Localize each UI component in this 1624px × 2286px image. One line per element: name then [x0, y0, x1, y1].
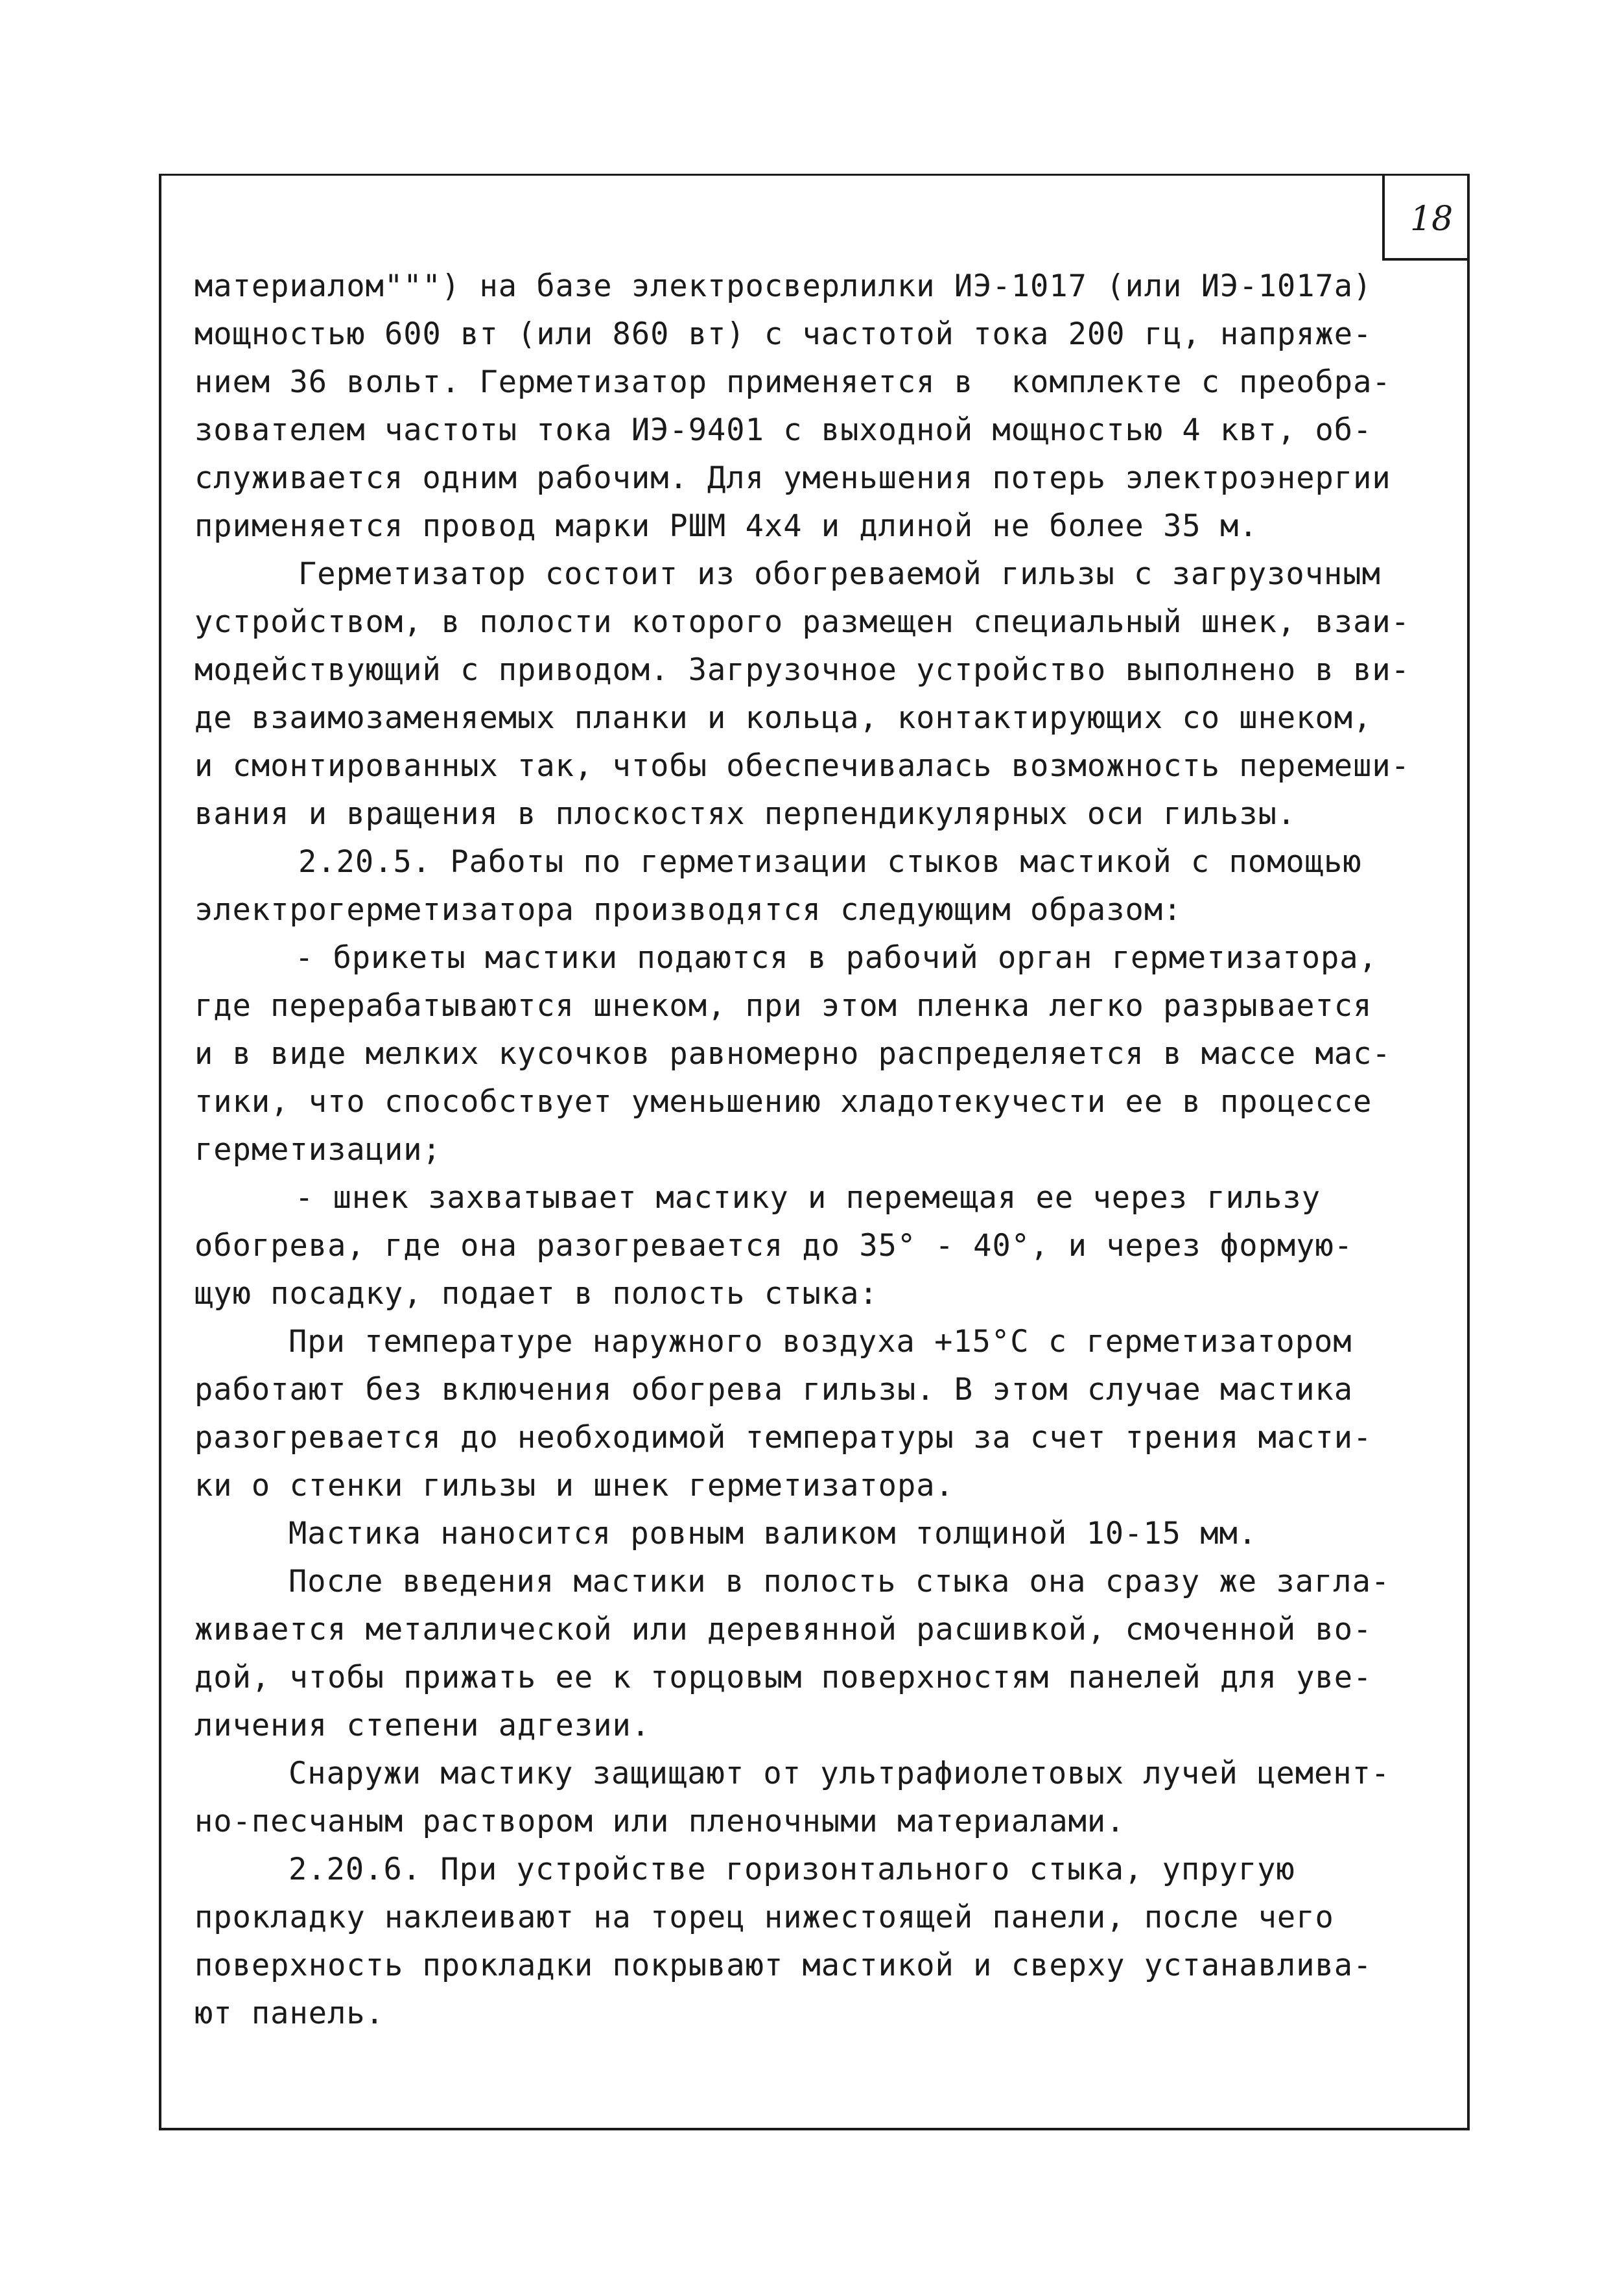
- text-line: Снаружи мастику защищают от ультрафиолетовых лучей цемент-: [288, 1756, 1391, 1791]
- text-line: разогревается до необходимой температуры за счет трения масти-: [194, 1420, 1372, 1455]
- text-line: прокладку наклеивают на торец нижестоящей панели, после чего: [194, 1900, 1334, 1935]
- text-line: щую посадку, подает в полость стыка:: [194, 1276, 878, 1312]
- text-line: работают без включения обогрева гильзы. В этом случае мастика: [194, 1372, 1354, 1408]
- text-line: тики, что способствует уменьшению хладотекучести ее в процессе: [194, 1084, 1372, 1120]
- text-line: личения степени адгезии.: [194, 1708, 651, 1743]
- section-heading-line: 2.20.5. Работы по герметизации стыков мастикой с помощью: [298, 844, 1362, 880]
- text-line: де взаимозаменяемых планки и кольца, контактирующих со шнеком,: [194, 700, 1372, 736]
- text-line: модействующий с приводом. Загрузочное устройство выполнено в ви-: [194, 652, 1410, 688]
- text-line: При температуре наружного воздуха +15°С с герметизатором: [288, 1324, 1352, 1360]
- text-line: нием 36 вольт. Герметизатор применяется в комплекте с преобра-: [194, 364, 1391, 400]
- text-line: мощностью 600 вт (или 860 вт) с частотой тока 200 гц, напряже-: [194, 316, 1372, 352]
- section-heading-line: 2.20.6. При устройстве горизонтального стыка, упругую: [288, 1852, 1295, 1887]
- text-line: но-песчаным раствором или пленочными материалами.: [194, 1804, 1125, 1839]
- text-line: электрогерметизатора производятся следующим образом:: [194, 892, 1183, 928]
- text-line: зователем частоты тока ИЭ-9401 с выходной мощностью 4 квт, об-: [194, 412, 1372, 448]
- text-line: материалом""") на базе электросверлилки ИЭ-1017 (или ИЭ-1017а): [194, 268, 1372, 304]
- text-line: вания и вращения в плоскостях перпендикулярных оси гильзы.: [194, 796, 1297, 832]
- text-line: дой, чтобы прижать ее к торцовым поверхностям панелей для уве-: [194, 1660, 1372, 1695]
- text-line: После введения мастики в полость стыка она сразу же загла-: [288, 1564, 1391, 1599]
- text-line: поверхность прокладки покрывают мастикой и сверху устанавлива-: [194, 1948, 1372, 1983]
- text-line: Мастика наносится ровным валиком толщиной 10-15 мм.: [288, 1516, 1258, 1551]
- text-line: и смонтированных так, чтобы обеспечивалась возможность перемеши-: [194, 748, 1410, 784]
- text-line: живается металлической или деревянной расшивкой, смоченной во-: [194, 1612, 1372, 1647]
- document-body: [194, 263, 1465, 2038]
- text-line: применяется провод марки РШМ 4х4 и длиной не более 35 м.: [194, 508, 1258, 544]
- text-line: ки о стенки гильзы и шнек герметизатора.: [194, 1468, 954, 1503]
- text-line: где перерабатываются шнеком, при этом пленка легко разрывается: [194, 988, 1372, 1024]
- page-number: 18: [1410, 200, 1453, 239]
- list-item-line: - шнек захватывает мастику и перемещая ее через гильзу: [295, 1180, 1321, 1216]
- text-line: и в виде мелких кусочков равномерно распределяется в массе мас-: [194, 1036, 1391, 1072]
- text-line: Герметизатор состоит из обогреваемой гильзы с загрузочным: [298, 556, 1381, 592]
- text-line: служивается одним рабочим. Для уменьшения потерь электроэнергии: [194, 460, 1391, 496]
- text-line: ют панель.: [194, 1996, 384, 2031]
- list-item-line: - брикеты мастики подаются в рабочий орган герметизатора,: [295, 940, 1378, 976]
- text-line: устройством, в полости которого размещен специальный шнек, взаи-: [194, 604, 1410, 640]
- text-line: обогрева, где она разогревается до 35° - 40°, и через формую-: [194, 1228, 1354, 1264]
- text-line: герметизации;: [194, 1132, 441, 1168]
